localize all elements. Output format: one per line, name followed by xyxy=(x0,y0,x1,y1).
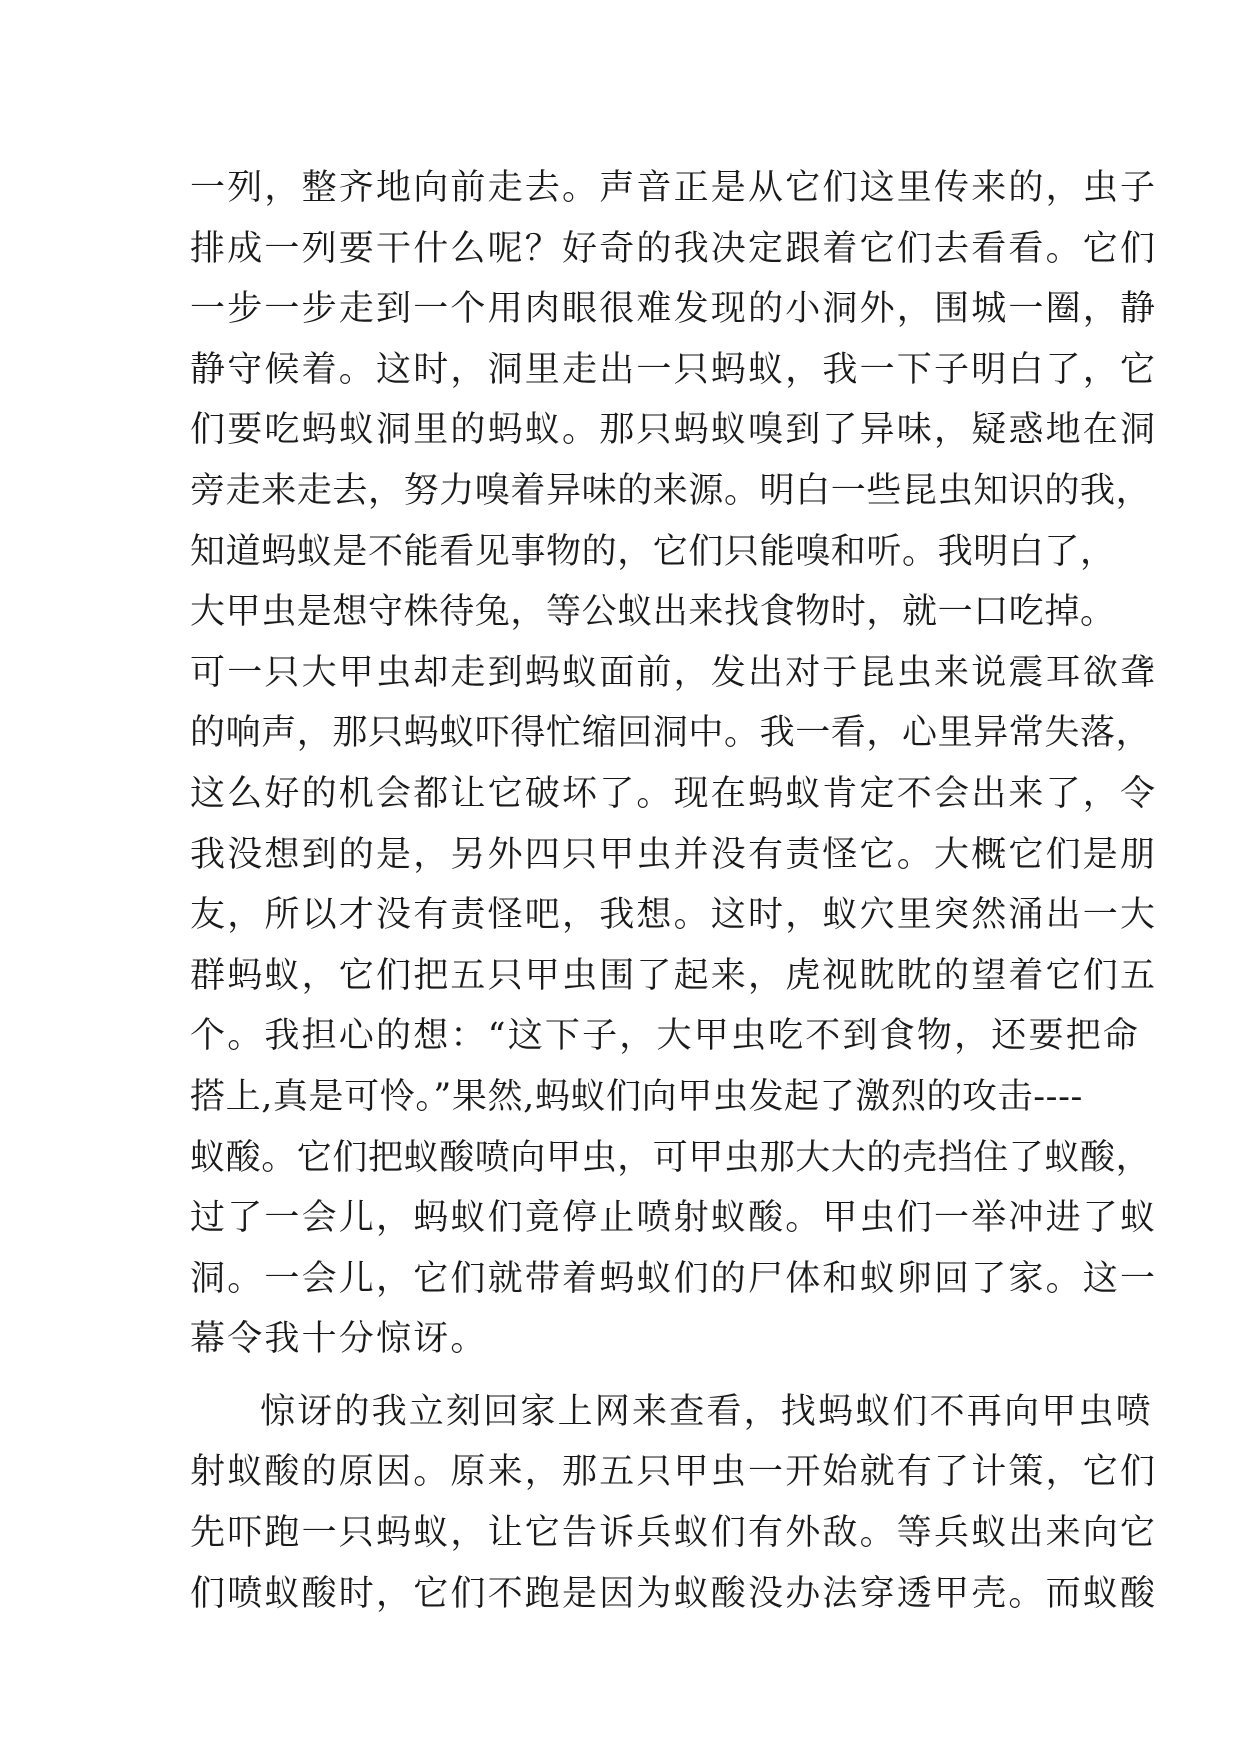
text-line: 我没想到的是，另外四只甲虫并没有责怪它。大概它们是朋 xyxy=(190,834,1158,875)
text-line: 个。我担心的想：“这下子，大甲虫吃不到食物，还要把命 xyxy=(190,1016,1141,1057)
text-line: 幕令我十分惊讶。 xyxy=(190,1319,488,1360)
text-line: 们喷蚁酸时，它们不跑是因为蚁酸没办法穿透甲壳。而蚁酸 xyxy=(190,1573,1158,1614)
text-line: 这么好的机会都让它破坏了。现在蚂蚁肯定不会出来了，令 xyxy=(190,773,1158,814)
text-line: 大甲虫是想守株待兔，等公蚁出来找食物时，就一口吃掉。 xyxy=(190,592,1116,633)
text-line: 静守候着。这时，洞里走出一只蚂蚁，我一下子明白了，它 xyxy=(190,349,1158,390)
text-line: 射蚁酸的原因。原来，那五只甲虫一开始就有了计策，它们 xyxy=(190,1452,1158,1493)
text-line: 惊讶的我立刻回家上网来查看，找蚂蚁们不再向甲虫喷 xyxy=(260,1391,1153,1432)
text-line: 的响声，那只蚂蚁吓得忙缩回洞中。我一看，心里异常失落， xyxy=(190,713,1152,754)
text-line: 们要吃蚂蚁洞里的蚂蚁。那只蚂蚁嗅到了异味，疑惑地在洞 xyxy=(190,410,1158,451)
paragraph-spacer xyxy=(190,1370,1070,1382)
text-line: 知道蚂蚁是不能看见事物的，它们只能嗅和听。我明白了， xyxy=(190,531,1116,572)
text-line: 旁走来走去，努力嗅着异味的来源。明白一些昆虫知识的我， xyxy=(190,470,1152,511)
paragraph-2 xyxy=(190,1382,1158,1624)
text-line: 一步一步走到一个用肉眼很难发现的小洞外，围城一圈，静 xyxy=(190,289,1158,330)
text-line: 过了一会儿，蚂蚁们竟停止喷射蚁酸。甲虫们一举冲进了蚁 xyxy=(190,1198,1158,1239)
text-line: 搭上,真是可怜。”果然,蚂蚁们向甲虫发起了激烈的攻击---- xyxy=(190,1076,1083,1117)
text-line: 可一只大甲虫却走到蚂蚁面前，发出对于昆虫来说震耳欲聋 xyxy=(190,652,1158,693)
text-line: 洞。一会儿，它们就带着蚂蚁们的尸体和蚁卵回了家。这一 xyxy=(190,1258,1158,1299)
text-line: 一列，整齐地向前走去。声音正是从它们这里传来的，虫子 xyxy=(190,168,1158,208)
text-line: 排成一列要干什么呢？好奇的我决定跟着它们去看看。它们 xyxy=(190,228,1158,269)
paragraph-1 xyxy=(190,158,1158,1370)
document-body xyxy=(190,158,1158,1624)
text-line: 先吓跑一只蚂蚁，让它告诉兵蚁们有外敌。等兵蚁出来向它 xyxy=(190,1513,1158,1554)
text-line: 蚁酸。它们把蚁酸喷向甲虫，可甲虫那大大的壳挡住了蚁酸， xyxy=(190,1137,1152,1178)
text-line: 群蚂蚁，它们把五只甲虫围了起来，虎视眈眈的望着它们五 xyxy=(190,955,1158,996)
text-line: 友，所以才没有责怪吧，我想。这时，蚁穴里突然涌出一大 xyxy=(190,895,1158,936)
